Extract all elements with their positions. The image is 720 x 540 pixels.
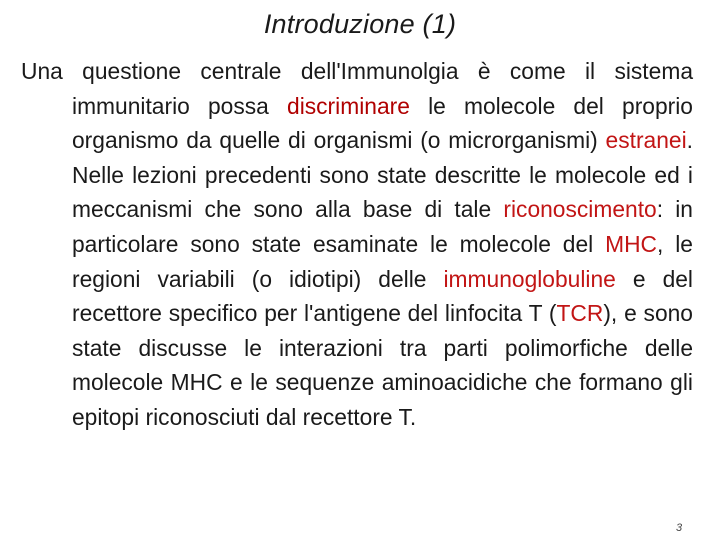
highlight-term-estranei: estranei	[605, 127, 687, 154]
body-paragraph	[21, 54, 693, 435]
text-segment: ), e sono state discusse le interazioni tra parti polimorfiche delle molecole MHC e le sequenze aminoacidiche che formano gli epitopi riconosciuti dal recettore T.	[72, 300, 693, 430]
text-segment: le molecole del proprio organismo da quelle di organismi (o microrganismi)	[72, 92, 693, 154]
text-segment: . Nelle lezioni precedenti sono state descritte le molecole ed i meccanismi che sono alla base di tale	[72, 127, 693, 223]
highlight-term-tcr: TCR	[556, 300, 604, 327]
highlight-term-riconoscimento: riconoscimento	[503, 196, 657, 223]
highlight-term-immunoglobuline: immunoglobuline	[443, 265, 616, 292]
highlight-term-mhc: MHC	[605, 230, 658, 257]
highlight-term-discriminare: discriminare	[287, 92, 410, 119]
text-segment: Una questione centrale dell'Immunolgia è come il sistema immunitario possa	[21, 58, 693, 119]
text-segment: , le regioni variabili (o idiotipi) delle	[72, 230, 693, 292]
text-segment: : in particolare sono state esaminate le molecole del	[72, 196, 693, 257]
page-number: 3	[676, 522, 683, 534]
text-segment: e del recettore specifico per l'antigene del linfocita T (	[72, 265, 693, 327]
slide-title: Introduzione (1)	[263, 9, 457, 39]
